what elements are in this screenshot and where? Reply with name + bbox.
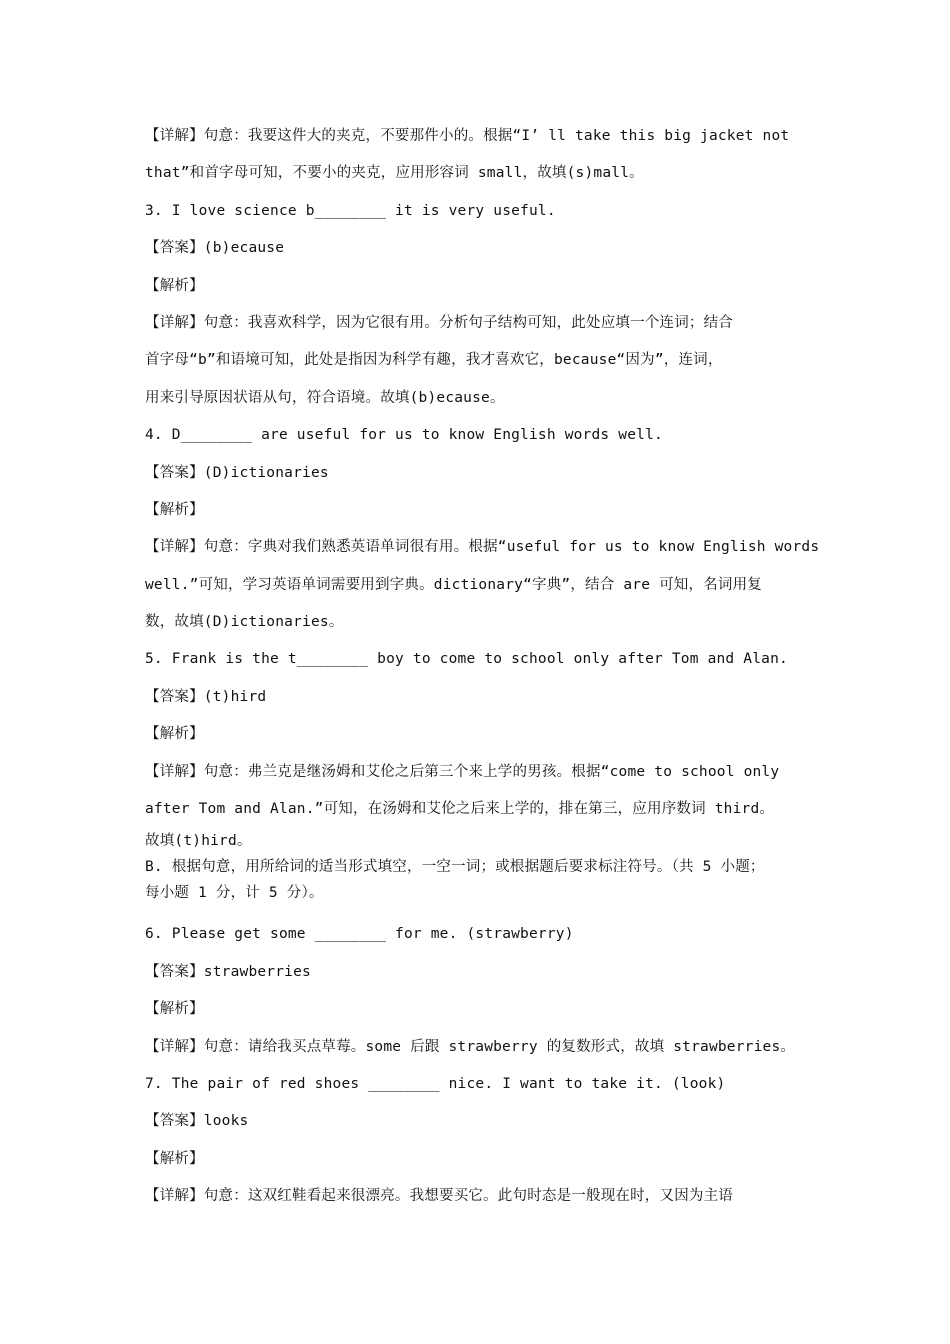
text-line: well.”可知，学习英语单词需要用到字典。dictionary“字典”，结合 are 可知，名词用复 — [145, 576, 762, 593]
answer-6: 【答案】strawberries — [145, 963, 311, 980]
question-7: 7. The pair of red shoes ________ nice. I want to take it. (look) — [145, 1075, 726, 1092]
section-b-heading: B. 根据句意，用所给词的适当形式填空，一空一词；或根据题后要求标注符号。（共 5 小题； — [145, 859, 765, 876]
answer-4: 【答案】(D)ictionaries — [145, 464, 329, 481]
answer-7: 【答案】looks — [145, 1113, 249, 1130]
explanation-6: 【详解】句意：请给我买点草莓。some 后跟 strawberry 的复数形式，故填 strawberries。 — [145, 1038, 796, 1055]
text-line: 【详解】句意：我要这件大的夹克，不要那件小的。根据“I’ ll take this big jacket not — [145, 128, 790, 144]
text-line: 首字母“b”和语境可知，此处是指因为科学有趣，我才喜欢它，because“因为”，连词， — [145, 352, 723, 369]
answer-5: 【答案】(t)hird — [145, 688, 267, 705]
text-line: after Tom and Alan.”可知，在汤姆和艾伦之后来上学的，排在第三，应用序数词 third。 — [145, 801, 775, 818]
analysis-label-7: 【解析】 — [145, 1150, 204, 1167]
text-line: 故填(t)hird。 — [145, 833, 252, 850]
question-4: 4. D________ are useful for us to know English words well. — [145, 427, 663, 444]
analysis-label-3: 【解析】 — [145, 277, 204, 294]
document-body — [145, 118, 835, 1216]
question-6: 6. Please get some ________ for me. (strawberry) — [145, 926, 574, 943]
explanation-3: 【详解】句意：我喜欢科学，因为它很有用。分析句子结构可知，此处应填一个连词；结合 — [145, 314, 733, 331]
question-3: 3. I love science b________ it is very useful. — [145, 202, 556, 219]
text-line: 数，故填(D)ictionaries。 — [145, 614, 344, 631]
question-5: 5. Frank is the t________ boy to come to school only after Tom and Alan. — [145, 651, 788, 668]
text-line: 用来引导原因状语从句，符合语境。故填(b)ecause。 — [145, 389, 505, 406]
analysis-label-5: 【解析】 — [145, 726, 204, 743]
explanation-7: 【详解】句意：这双红鞋看起来很漂亮。我想要买它。此句时态是一般现在时，又因为主语 — [145, 1188, 733, 1205]
explanation-5: 【详解】句意：弗兰克是继汤姆和艾伦之后第三个来上学的男孩。根据“come to school only — [145, 763, 780, 780]
analysis-label-6: 【解析】 — [145, 1001, 204, 1018]
text-line: that”和首字母可知，不要小的夹克，应用形容词 small，故填(s)mall。 — [145, 165, 644, 182]
analysis-label-4: 【解析】 — [145, 501, 204, 518]
explanation-4: 【详解】句意：字典对我们熟悉英语单词很有用。根据“useful for us to know English words — [145, 539, 820, 556]
answer-3: 【答案】(b)ecause — [145, 240, 285, 257]
section-b-heading-cont: 每小题 1 分，计 5 分）。 — [145, 885, 324, 902]
